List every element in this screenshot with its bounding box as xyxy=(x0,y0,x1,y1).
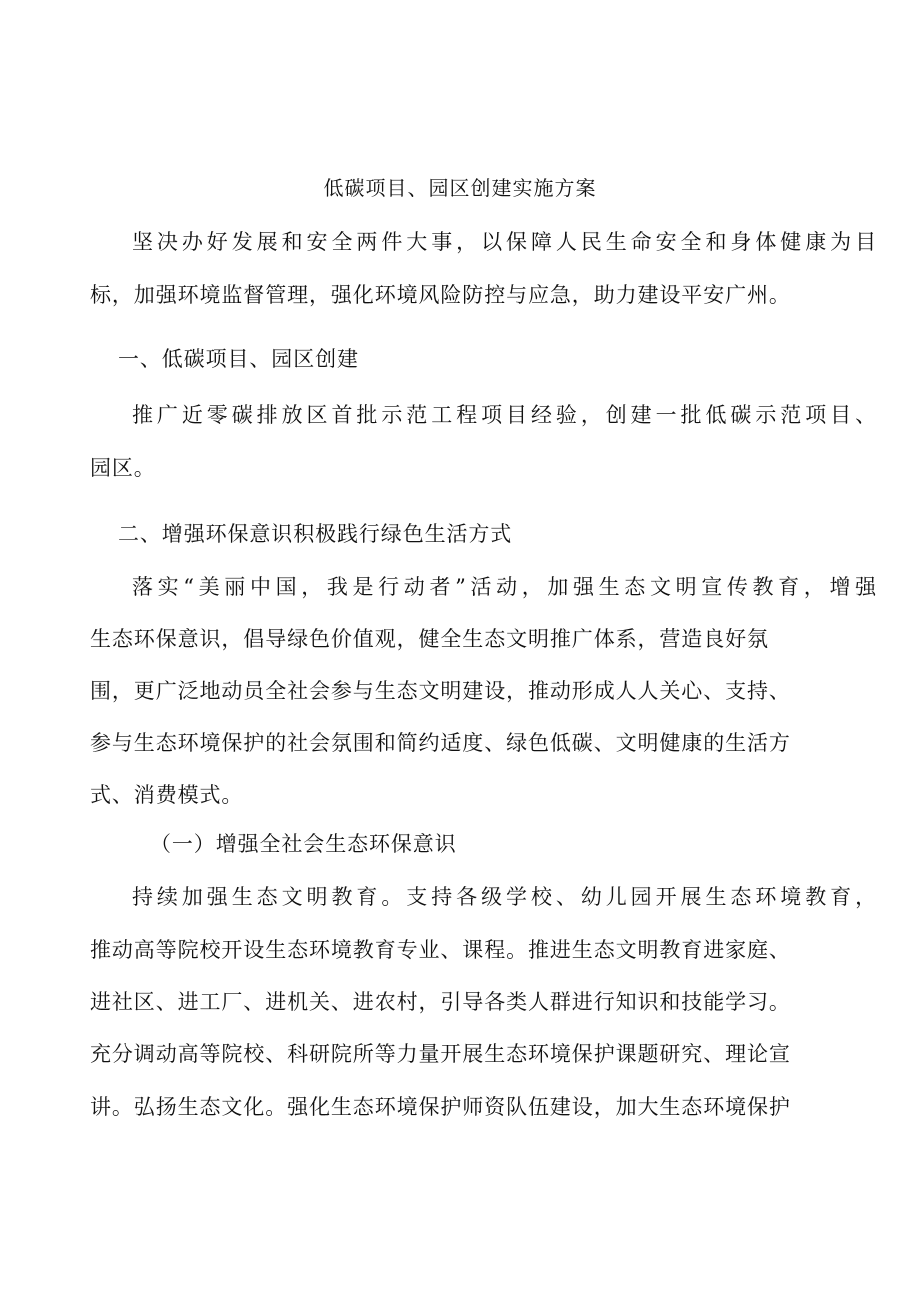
section-1-line-2: 园区。 xyxy=(90,456,156,480)
section-2-line-3: 围，更广泛地动员全社会参与生态文明建设，推动形成人人关心、支持、 xyxy=(90,679,791,703)
subsection-1-line-2: 推动高等院校开设生态环境教育专业、课程。推进生态文明教育进家庭、 xyxy=(90,938,791,962)
subsection-1-heading: （一）增强全社会生态环保意识 xyxy=(150,832,457,856)
section-2-heading: 二、增强环保意识积极践行绿色生活方式 xyxy=(118,522,513,546)
section-2-line-5: 式、消费模式。 xyxy=(90,783,244,807)
subsection-1-line-3: 进社区、进工厂、进机关、进农村，引导各类人群进行知识和技能学习。 xyxy=(90,990,791,1014)
subsection-1-line-4: 充分调动高等院校、科研院所等力量开展生态环境保护课题研究、理论宣 xyxy=(90,1042,791,1066)
section-1-line-1: 推广近零碳排放区首批示范工程项目经验，创建一批低碳示范项目、 xyxy=(132,403,877,427)
subsection-1-line-5: 讲。弘扬生态文化。强化生态环境保护师资队伍建设，加大生态环境保护 xyxy=(90,1095,791,1119)
section-2-line-2: 生态环保意识，倡导绿色价值观，健全生态文明推广体系，营造良好氛 xyxy=(90,627,769,651)
document-title: 低碳项目、园区创建实施方案 xyxy=(323,176,597,200)
section-2-line-4: 参与生态环境保护的社会氛围和简约适度、绿色低碳、文明健康的生活方 xyxy=(90,731,791,755)
intro-line-1: 坚决办好发展和安全两件大事，以保障人民生命安全和身体健康为目 xyxy=(132,230,877,254)
section-1-heading: 一、低碳项目、园区创建 xyxy=(118,347,359,371)
section-2-line-1: 落实“美丽中国，我是行动者”活动，加强生态文明宣传教育，增强 xyxy=(132,575,877,599)
subsection-1-line-1: 持续加强生态文明教育。支持各级学校、幼儿园开展生态环境教育， xyxy=(132,885,877,909)
intro-line-2: 标，加强环境监督管理，强化环境风险防控与应急，助力建设平安广州。 xyxy=(90,283,791,307)
